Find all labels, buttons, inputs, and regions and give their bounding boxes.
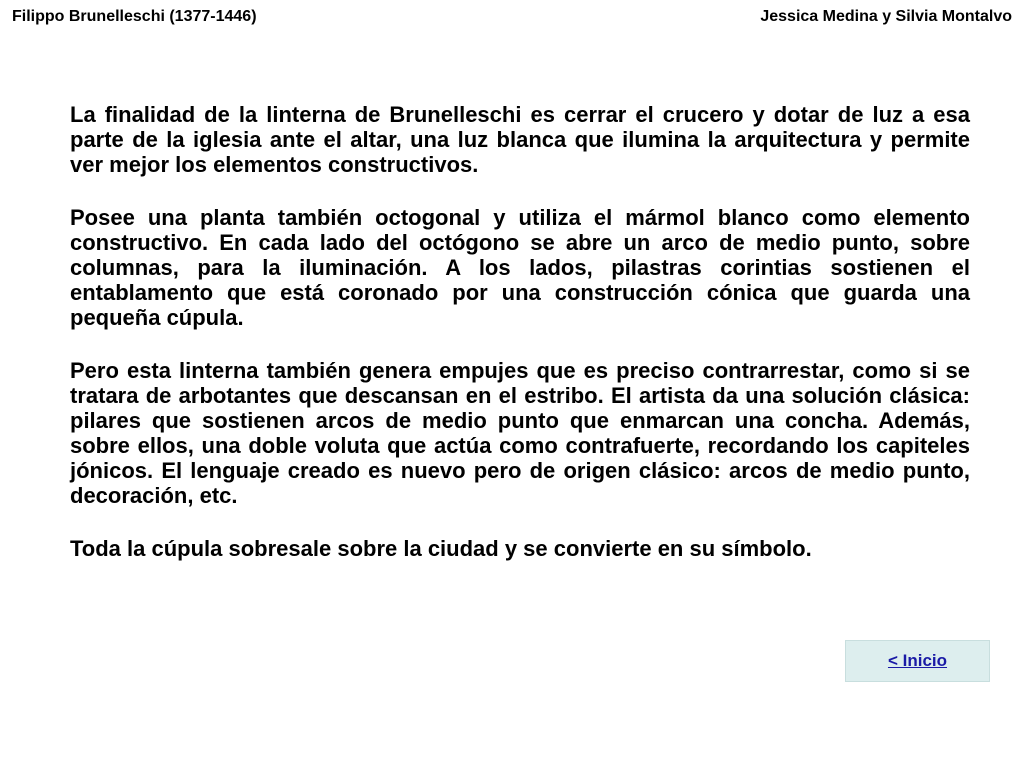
paragraph-4: Toda la cúpula sobresale sobre la ciudad y se convierte en su símbolo. xyxy=(70,536,812,561)
paragraph-3: Pero esta linterna también genera empujes que es preciso contrarrestar, como si se tratara de arbotantes que descansan en el estribo. El artista da una solución clásica: pilares que sostienen arcos de medio punto que enmarcan una concha. Además, sobre ellos, una doble voluta que actúa como contrafuerte, recordando los capiteles jónicos. El lenguaje creado es nuevo pero de origen clásico: arcos de medio punto, decoración, etc. xyxy=(70,358,970,508)
paragraph-2: Posee una planta también octogonal y utiliza el mármol blanco como elemento constructivo. En cada lado del octógono se abre un arco de medio punto, sobre columnas, para la iluminación. A los lados, pilastras corintias sostienen el entablamento que está coronado por una construcción cónica que guarda una pequeña cúpula. xyxy=(70,205,970,330)
slide-body xyxy=(70,102,970,589)
home-link[interactable]: < Inicio xyxy=(887,651,948,670)
header-authors: Jessica Medina y Silvia Montalvo xyxy=(760,8,1012,25)
header-title: Filippo Brunelleschi (1377-1446) xyxy=(12,8,257,25)
paragraph-1: La finalidad de la linterna de Brunelleschi es cerrar el crucero y dotar de luz a esa parte de la iglesia ante el altar, una luz blanca que ilumina la arquitectura y permite ver mejor los elementos constructivos. xyxy=(70,102,970,177)
home-nav-box[interactable] xyxy=(845,640,990,682)
